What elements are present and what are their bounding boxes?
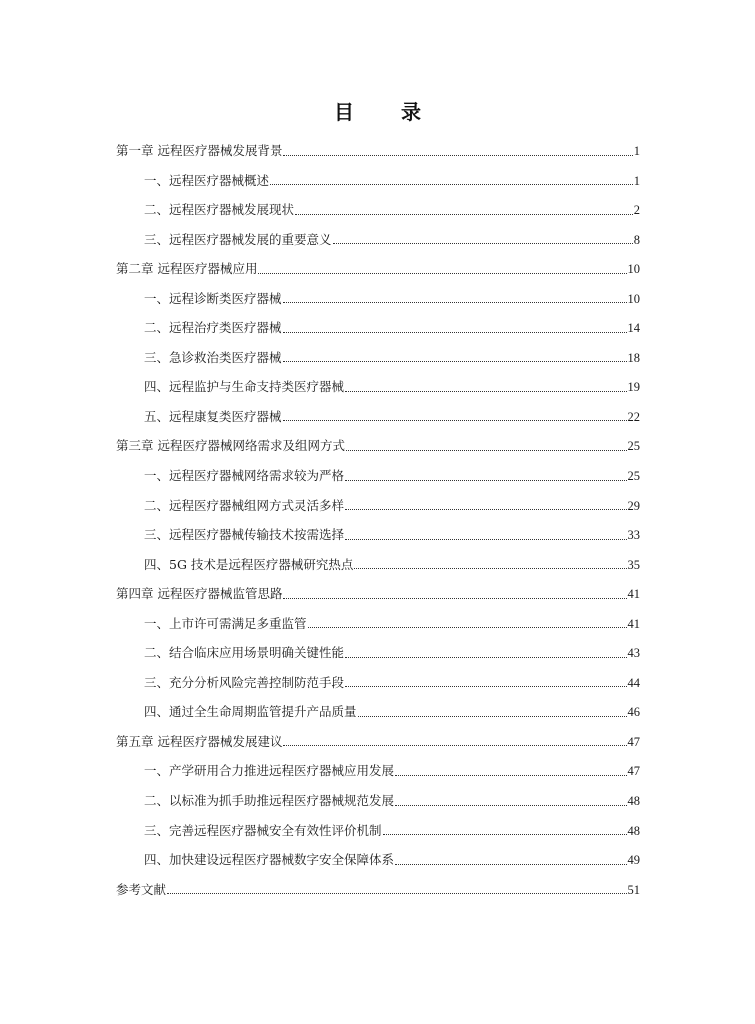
toc-page-number: 1 (633, 173, 640, 188)
toc-entry-label: 第一章 远程医疗器械发展背景 (116, 143, 283, 158)
toc-dot-leader (283, 360, 627, 362)
toc-dot-leader (283, 744, 626, 746)
toc-dot-leader (345, 508, 626, 510)
toc-page-number: 46 (627, 705, 640, 720)
toc-section-entry[interactable] (116, 550, 640, 580)
toc-page-number: 41 (627, 616, 640, 631)
toc-section-entry[interactable] (116, 284, 640, 314)
toc-dot-leader (345, 479, 626, 481)
toc-page-number: 48 (627, 823, 640, 838)
toc-entry-label: 第四章 远程医疗器械监管思路 (116, 586, 283, 602)
toc-section-entry[interactable] (116, 313, 640, 343)
toc-page-number: 1 (633, 144, 640, 158)
toc-entry-label: 参考文献 (116, 881, 167, 897)
toc-section-entry[interactable] (116, 845, 640, 875)
toc-dot-leader (283, 597, 626, 599)
toc-dot-leader (345, 538, 626, 540)
toc-entry-label: 二、结合临床应用场景明确关键性能 (144, 645, 345, 661)
toc-page-number: 22 (627, 409, 640, 424)
toc-dot-leader (345, 656, 626, 658)
toc-entry-label: 三、远程医疗器械传输技术按需选择 (144, 527, 345, 543)
toc-entry-label: 一、上市许可需满足多重监管 (144, 615, 307, 631)
toc-entry-label: 二、远程医疗器械发展现状 (144, 202, 295, 218)
toc-page-number: 43 (627, 646, 640, 661)
toc-page-number: 25 (627, 469, 640, 484)
toc-entry-label: 四、加快建设远程医疗器械数字安全保障体系 (144, 852, 395, 868)
toc-section-entry[interactable] (116, 461, 640, 491)
toc-entry-label: 四、通过全生命周期监管提升产品质量 (144, 704, 357, 720)
toc-entry-label: 二、远程治疗类医疗器械 (144, 320, 282, 336)
toc-entry-label: 二、以标准为抓手助推远程医疗器械规范发展 (144, 793, 395, 809)
toc-entry-label: 五、远程康复类医疗器械 (144, 408, 282, 424)
toc-page-number: 10 (627, 262, 640, 277)
toc-page-number: 33 (627, 528, 640, 543)
toc-entry-label: 三、充分分析风险完善控制防范手段 (144, 674, 345, 690)
toc-page-number: 18 (627, 350, 640, 365)
toc-entry-label: 四、远程监护与生命支持类医疗器械 (144, 379, 345, 395)
toc-page-number: 51 (627, 882, 640, 897)
toc-chapter-entry[interactable] (116, 727, 640, 757)
toc-entry-label: 二、远程医疗器械组网方式灵活多样 (144, 497, 345, 513)
toc-section-entry[interactable] (116, 343, 640, 373)
toc-dot-leader (345, 390, 626, 392)
toc-dot-leader (395, 774, 626, 776)
toc-dot-leader (346, 449, 627, 451)
toc-page-number: 41 (627, 587, 640, 602)
toc-section-entry[interactable] (116, 491, 640, 521)
toc-entry-label: 一、远程医疗器械网络需求较为严格 (144, 468, 345, 484)
toc-dot-leader (395, 863, 626, 865)
toc-dot-leader (345, 685, 626, 687)
toc-dot-leader (354, 567, 626, 569)
toc-section-entry[interactable] (116, 195, 640, 225)
toc-page-number: 47 (627, 764, 640, 779)
toc-dot-leader (283, 154, 632, 156)
toc-title: 目 录 (334, 100, 441, 124)
toc-entry-label: 第五章 远程医疗器械发展建议 (116, 733, 283, 749)
toc-page-number: 48 (627, 794, 640, 809)
toc-section-entry[interactable] (116, 756, 640, 786)
toc-entry-label: 第三章 远程医疗器械网络需求及组网方式 (116, 438, 345, 454)
toc-page-number: 25 (627, 439, 640, 454)
toc-page-number: 19 (627, 380, 640, 395)
toc-section-entry[interactable] (116, 668, 640, 698)
toc-dot-leader (283, 301, 627, 303)
toc-entry-label: 第二章 远程医疗器械应用 (116, 261, 258, 277)
toc-page-number: 44 (627, 675, 640, 690)
toc-page-number: 29 (627, 498, 640, 513)
toc-section-entry[interactable] (116, 225, 640, 255)
toc-section-entry[interactable] (116, 372, 640, 402)
toc-section-entry[interactable] (116, 638, 640, 668)
toc-chapter-entry[interactable] (116, 579, 640, 609)
toc-section-entry[interactable] (116, 816, 640, 846)
toc-dot-leader (270, 183, 633, 185)
toc-chapter-entry[interactable] (116, 431, 640, 461)
toc-page-number: 2 (633, 203, 640, 218)
toc-section-entry[interactable] (116, 697, 640, 727)
toc-page-number: 35 (627, 557, 640, 572)
toc-dot-leader (333, 242, 633, 244)
toc-dot-leader (283, 331, 627, 333)
toc-section-entry[interactable] (116, 166, 640, 196)
toc-entry-label: 一、远程诊断类医疗器械 (144, 290, 282, 306)
toc-section-entry[interactable] (116, 520, 640, 550)
toc-section-entry[interactable] (116, 786, 640, 816)
toc-chapter-entry[interactable] (116, 875, 640, 905)
toc-dot-leader (167, 892, 626, 894)
toc-dot-leader (358, 715, 627, 717)
toc-entry-label: 一、产学研用合力推进远程医疗器械应用发展 (144, 763, 395, 779)
toc-dot-leader (295, 213, 633, 215)
toc-page-number: 14 (627, 321, 640, 336)
toc-dot-leader (383, 833, 627, 835)
toc-dot-leader (395, 804, 626, 806)
toc-dot-leader (258, 272, 626, 274)
toc-section-entry[interactable] (116, 609, 640, 639)
toc-chapter-entry[interactable] (116, 136, 640, 166)
toc-entry-label: 一、远程医疗器械概述 (144, 172, 270, 188)
toc-dot-leader (308, 626, 627, 628)
toc-section-entry[interactable] (116, 402, 640, 432)
table-of-contents (116, 136, 640, 904)
toc-dot-leader (283, 419, 627, 421)
toc-chapter-entry[interactable] (116, 254, 640, 284)
toc-page-number: 10 (627, 291, 640, 306)
toc-entry-label: 三、急诊救治类医疗器械 (144, 349, 282, 365)
toc-entry-label: 三、完善远程医疗器械安全有效性评价机制 (144, 822, 382, 838)
toc-entry-label: 四、5G 技术是远程医疗器械研究热点 (144, 556, 354, 572)
toc-page-number: 47 (627, 734, 640, 749)
toc-page-number: 49 (627, 853, 640, 868)
toc-entry-label: 三、远程医疗器械发展的重要意义 (144, 231, 332, 247)
toc-page-number: 8 (633, 232, 640, 247)
